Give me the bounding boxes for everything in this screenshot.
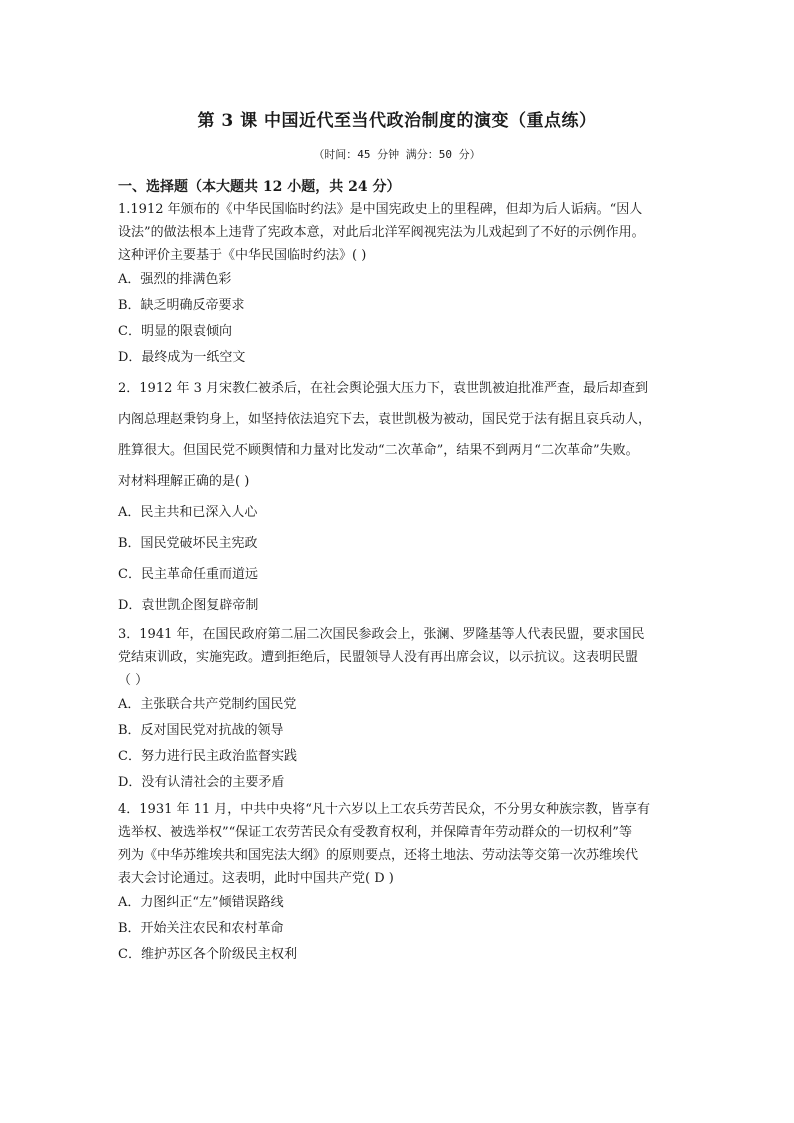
question-text-line: 1.1912 年颁布的《中华民国临时约法》是中国宪政史上的里程碑，但却为后人诟病。“因人 — [118, 202, 643, 217]
question-1 — [118, 198, 698, 371]
question-4 — [118, 798, 698, 968]
document-body — [118, 176, 698, 968]
lesson-title: 第 3 课 中国近代至当代政治制度的演变（重点练） — [197, 111, 597, 131]
question-text-line: 选举权、被选举权”“保证工农劳苦民众有受教育权利，并保障青年劳动群众的一切权利”等 — [118, 825, 632, 840]
option-c: C．维护苏区各个阶级民主权利 — [118, 947, 297, 962]
option-a: A．主张联合共产党制约国民党 — [118, 697, 297, 712]
option-b: B．反对国民党对抗战的领导 — [118, 723, 284, 738]
option-b: B．开始关注农民和农村革命 — [118, 921, 284, 936]
question-text-line: 列为《中华苏维埃共和国宪法大纲》的原则要点，还将土地法、劳动法等交第一次苏维埃代 — [118, 848, 639, 863]
question-text-line: 2．1912 年 3 月宋教仁被杀后，在社会舆论强大压力下，袁世凯被迫批准严查，最后却查到 — [118, 381, 649, 396]
question-text-line: 设法”的做法根本上违背了宪政本意，对此后北洋军阀视宪法为儿戏起到了不好的示例作用。 — [118, 225, 645, 240]
question-text-line: 对材料理解正确的是( ) — [118, 474, 250, 489]
question-text-line: 内阁总理赵秉钧身上，如坚持依法追究下去，袁世凯极为被动，国民党于法有据且哀兵动人， — [118, 412, 652, 427]
option-a: A．民主共和已深入人心 — [118, 505, 258, 520]
option-a: A．力图纠正“左”倾错误路线 — [118, 895, 284, 910]
question-3 — [118, 623, 698, 796]
option-b: B．缺乏明确反帝要求 — [118, 298, 245, 313]
option-c: C．民主革命任重而道远 — [118, 567, 258, 582]
option-c: C．努力进行民主政治监督实践 — [118, 749, 297, 764]
option-d: D．袁世凯企图复辟帝制 — [118, 598, 259, 613]
question-text-line: 党结束训政，实施宪政。遭到拒绝后，民盟领导人没有再出席会议，以示抗议。这表明民盟 — [118, 650, 639, 665]
option-d: D．最终成为一纸空文 — [118, 350, 246, 365]
question-text-line: 胜算很大。但国民党不顾舆情和力量对比发动“二次革命”，结果不到两月“二次革命”失败。 — [118, 443, 639, 458]
question-text-line: （ ） — [118, 673, 149, 688]
question-text-line: 这种评价主要基于《中华民国临时约法》( ) — [118, 248, 367, 263]
option-b: B．国民党破坏民主宪政 — [118, 536, 258, 551]
option-a: A．强烈的排满色彩 — [118, 272, 232, 287]
option-c: C．明显的限袁倾向 — [118, 324, 232, 339]
option-d: D．没有认清社会的主要矛盾 — [118, 775, 285, 790]
question-2 — [118, 373, 698, 621]
question-text-line: 表大会讨论通过。这表明，此时中国共产党( D ) — [118, 871, 394, 886]
question-text-line: 4．1931 年 11 月，中共中央将“凡十六岁以上工农兵劳苦民众，不分男女种族宗教，皆享有 — [118, 802, 650, 817]
exam-info: （时间：45 分钟 满分：50 分） — [313, 148, 481, 161]
section-title: 一、选择题（本大题共 12 小题，共 24 分） — [118, 179, 401, 195]
question-text-line: 3．1941 年，在国民政府第二届二次国民参政会上，张澜、罗隆基等人代表民盟，要求国民 — [118, 627, 645, 642]
